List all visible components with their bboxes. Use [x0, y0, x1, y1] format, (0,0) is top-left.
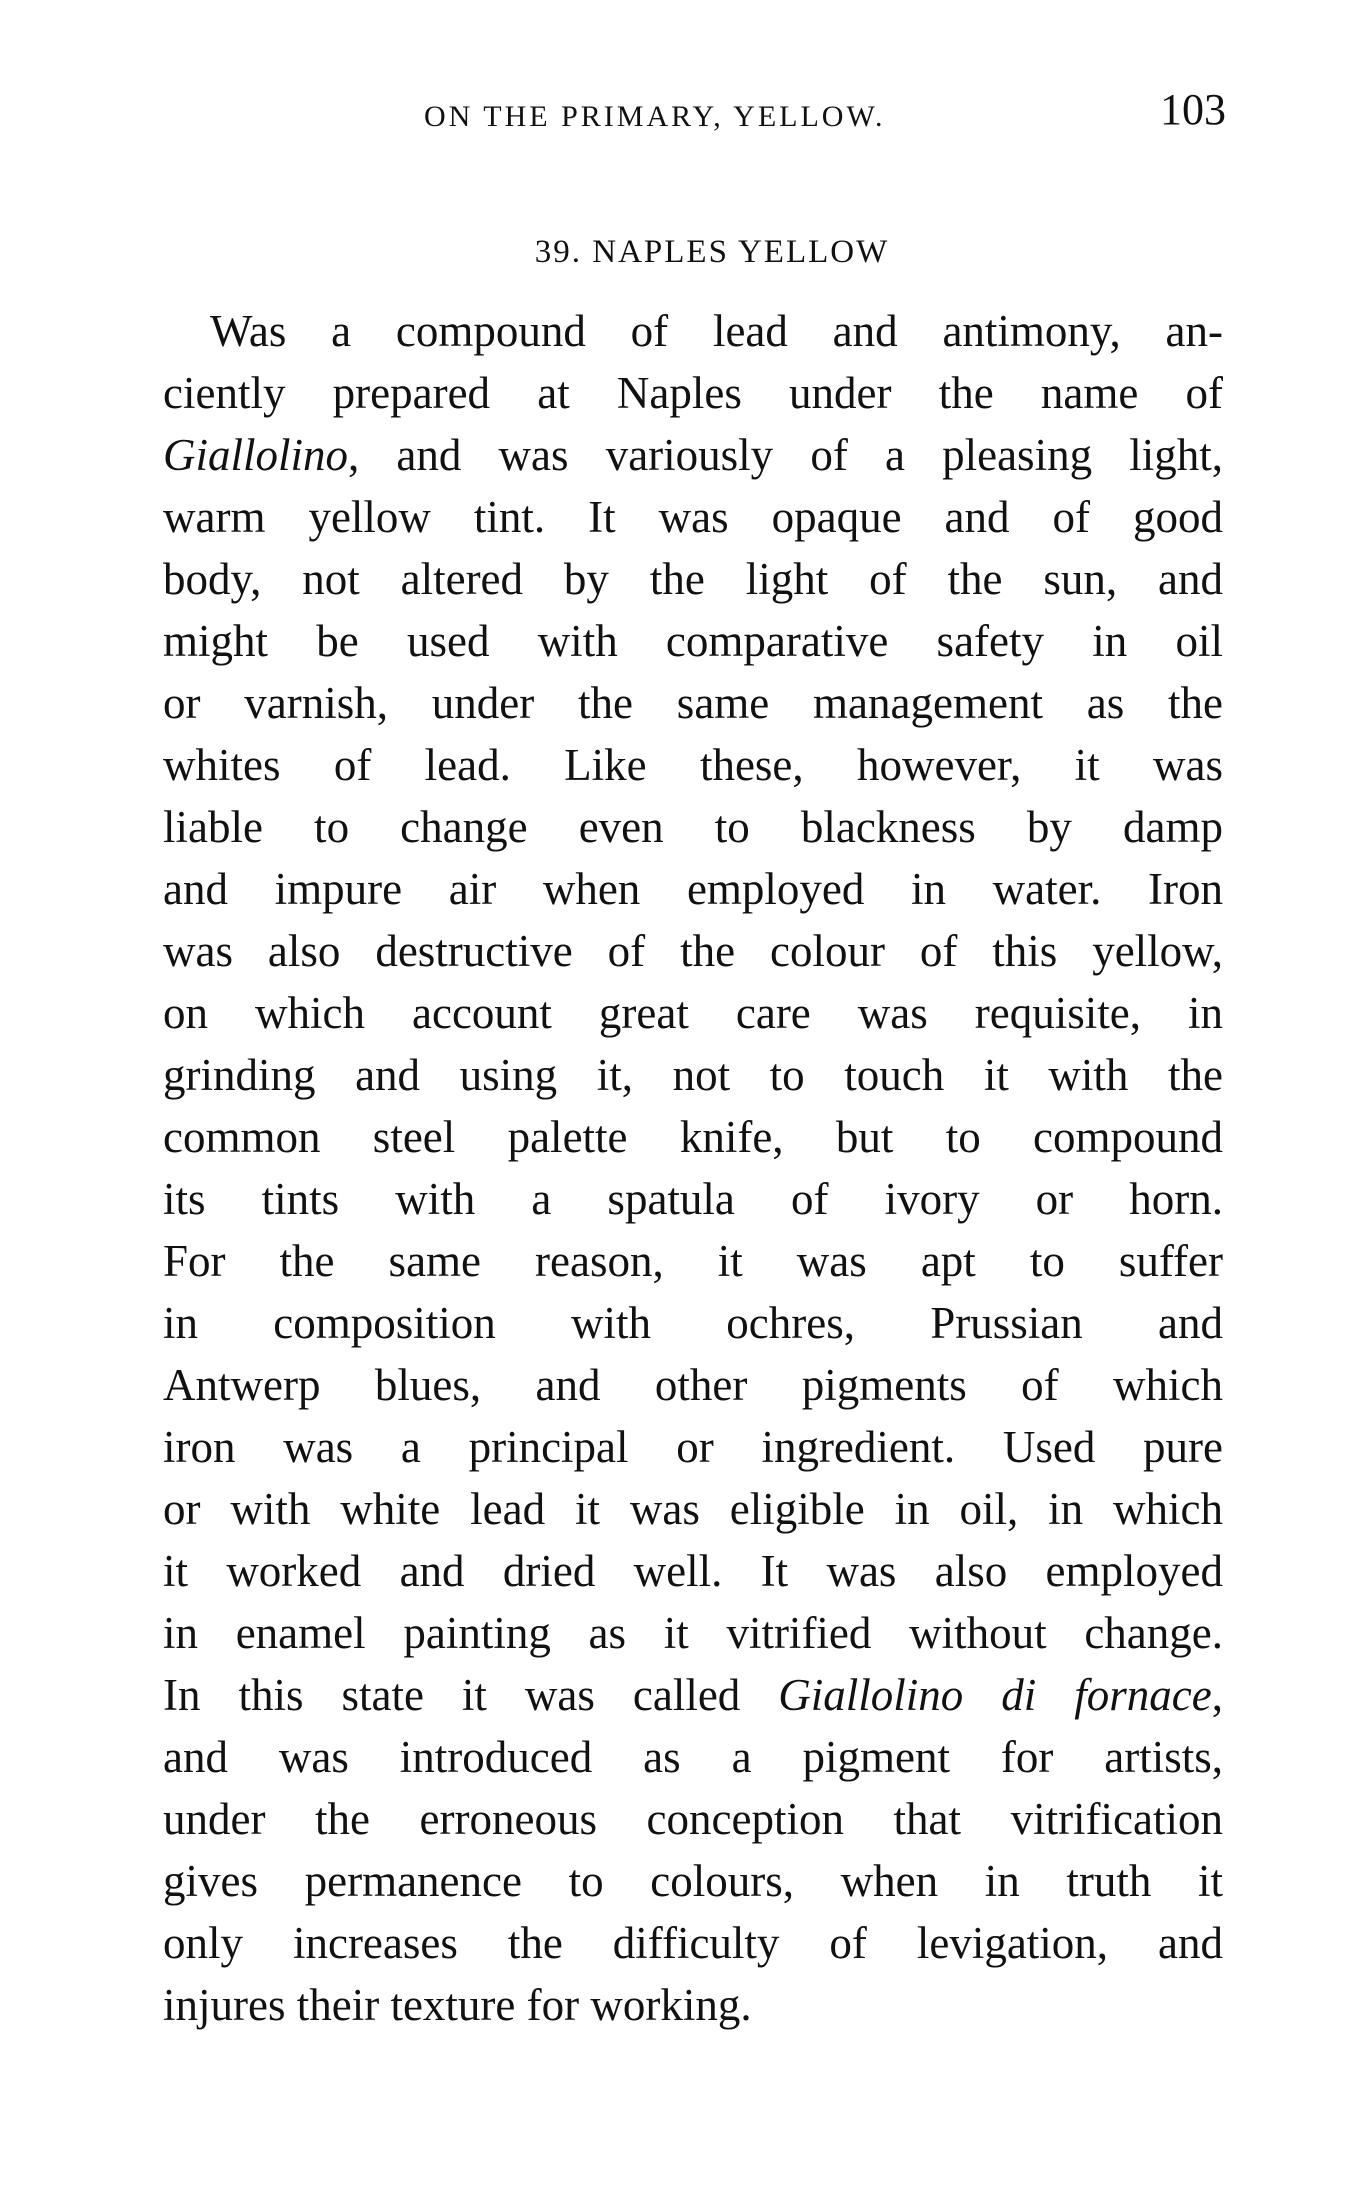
text-line: whites of lead. Like these, however, it was	[163, 740, 1223, 790]
text-line: Antwerp blues, and other pigments of which	[163, 1360, 1223, 1410]
text-line: warm yellow tint. It was opaque and of good	[163, 492, 1223, 542]
section-heading: 39. NAPLES YELLOW	[534, 234, 890, 270]
text-line: common steel palette knife, but to compound	[163, 1112, 1223, 1162]
text-line: was also destructive of the colour of this yellow,	[163, 926, 1223, 976]
text-line: it worked and dried well. It was also employed	[163, 1546, 1223, 1596]
text-line: injures their texture for working.	[163, 1980, 752, 2030]
text-line: might be used with comparative safety in oil	[163, 616, 1223, 666]
running-title: ON THE PRIMARY, YELLOW.	[424, 100, 886, 133]
text-line: liable to change even to blackness by damp	[163, 802, 1223, 852]
text-line: ciently prepared at Naples under the name of	[163, 368, 1223, 418]
text-line: Was a compound of lead and antimony, an-	[210, 306, 1223, 356]
text-line: its tints with a spatula of ivory or horn.	[163, 1174, 1223, 1224]
text-line: on which account great care was requisite, in	[163, 988, 1223, 1038]
text-line: and impure air when employed in water. Iron	[163, 864, 1223, 914]
text-line: or with white lead it was eligible in oil, in which	[163, 1484, 1223, 1534]
text-line: gives permanence to colours, when in truth it	[163, 1856, 1223, 1906]
text-line: in enamel painting as it vitrified without change.	[163, 1608, 1223, 1658]
text-line: Giallolino, and was variously of a pleasing light,	[163, 430, 1223, 480]
text-line: grinding and using it, not to touch it with the	[163, 1050, 1223, 1100]
text-line: For the same reason, it was apt to suffer	[163, 1236, 1223, 1286]
text-line: body, not altered by the light of the sun, and	[163, 554, 1223, 604]
text-line: and was introduced as a pigment for artists,	[163, 1732, 1223, 1782]
italic-term-giallolino: Giallolino	[163, 430, 349, 480]
running-header	[160, 84, 1226, 144]
text-line: iron was a principal or ingredient. Used pure	[163, 1422, 1223, 1472]
text-line: under the erroneous conception that vitrification	[163, 1794, 1223, 1844]
body-paragraph	[163, 300, 1223, 2036]
text-line: in composition with ochres, Prussian and	[163, 1298, 1223, 1348]
text-line: only increases the difficulty of levigation, and	[163, 1918, 1223, 1968]
text-line: or varnish, under the same management as the	[163, 678, 1223, 728]
page-number: 103	[1160, 85, 1226, 134]
italic-term-giallolino-di-fornace: Giallolino di fornace	[778, 1670, 1212, 1720]
text-line: In this state it was called Giallolino di fornace,	[163, 1670, 1223, 1720]
